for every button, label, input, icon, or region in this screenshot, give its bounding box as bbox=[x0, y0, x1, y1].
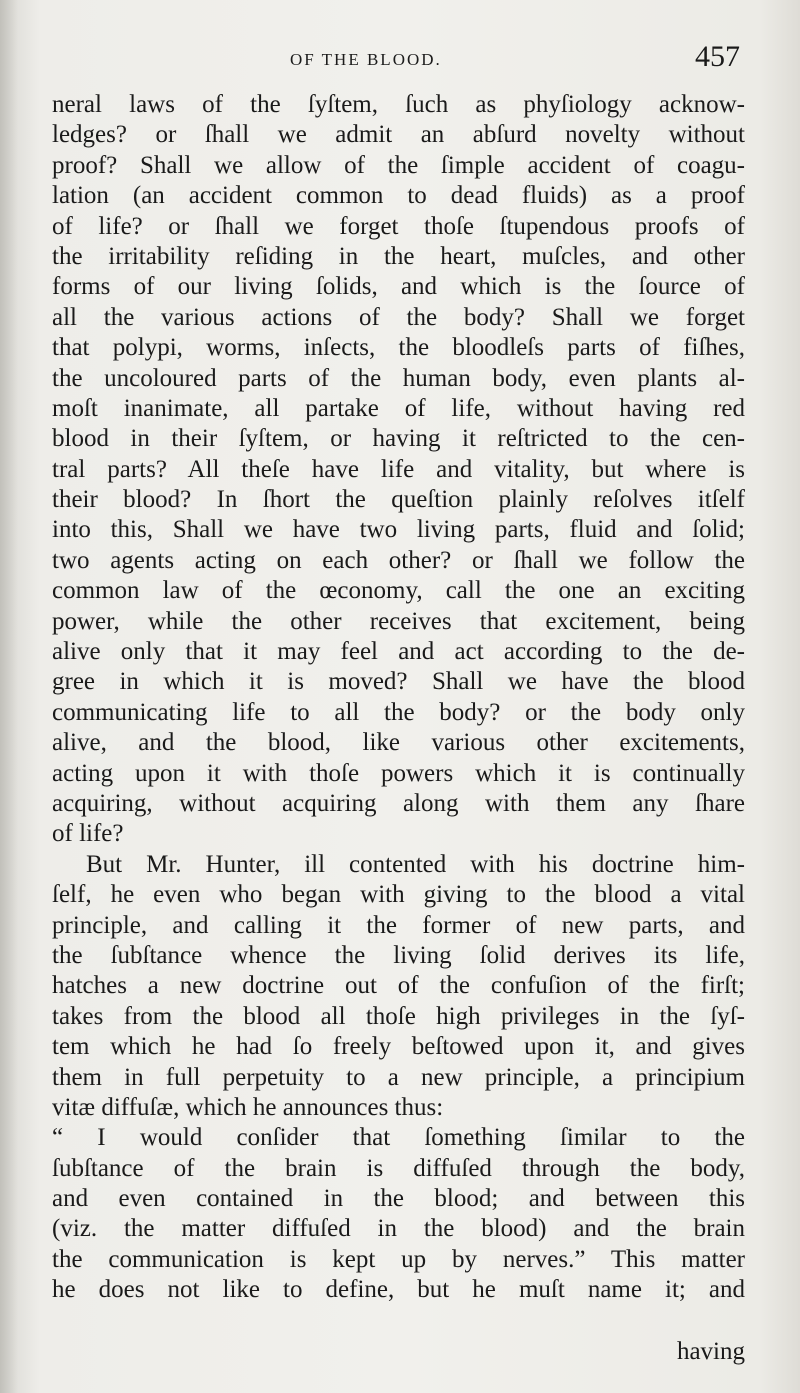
page-header bbox=[52, 40, 744, 80]
text-line: the communication is kept up by nerves.” This matter bbox=[52, 1245, 745, 1273]
text-line: tem which he had ſo freely beſtowed upon it, and gives bbox=[52, 1033, 745, 1061]
text-line: principle, and calling it the former of new parts, and bbox=[52, 911, 745, 939]
paragraph-start-line: But Mr. Hunter, ill contented with his doctrine him- bbox=[86, 850, 745, 878]
text-line: (viz. the matter diffuſed in the blood) and the brain bbox=[52, 1215, 745, 1243]
text-line: ledges? or ſhall we admit an abſurd novelty without bbox=[52, 121, 745, 149]
text-line: that polypi, worms, inſects, the bloodleſs parts of fiſhes, bbox=[52, 334, 745, 362]
paragraph-end-line: vitæ diffuſæ, which he announces thus: bbox=[52, 1093, 444, 1121]
text-line: blood in their ſyſtem, or having it reſtricted to the cen- bbox=[52, 425, 745, 453]
text-line: tral parts? All theſe have life and vitality, but where is bbox=[52, 455, 745, 483]
text-line: and even contained in the blood; and between this bbox=[52, 1185, 745, 1213]
text-line: lation (an accident common to dead fluids) as a proof bbox=[52, 182, 745, 210]
text-line: of life? or ſhall we forget thoſe ſtupendous proofs of bbox=[52, 212, 745, 240]
text-line: proof? Shall we allow of the ſimple accident of coagu- bbox=[52, 151, 745, 179]
text-line: takes from the blood all thoſe high privileges in the ſyſ- bbox=[52, 1002, 745, 1030]
text-line: two agents acting on each other? or ſhall we follow the bbox=[52, 546, 745, 574]
text-line: acquiring, without acquiring along with them any ſhare bbox=[52, 789, 745, 817]
text-line: acting upon it with thoſe powers which it is continually bbox=[52, 759, 745, 787]
catchword: having bbox=[676, 1338, 745, 1365]
text-line: ſubſtance of the brain is diffuſed through the body, bbox=[52, 1154, 745, 1182]
quotation-start-line: “ I would conſider that ſomething ſimilar to the bbox=[52, 1124, 745, 1152]
text-line: power, while the other receives that excitement, being bbox=[52, 607, 745, 635]
gutter-shadow bbox=[0, 0, 18, 1393]
running-head: OF THE BLOOD. bbox=[290, 50, 442, 69]
text-line: alive only that it may feel and act according to the de- bbox=[52, 638, 745, 666]
text-line: moſt inanimate, all partake of life, without having red bbox=[52, 394, 745, 422]
text-line: gree in which it is moved? Shall we have the blood bbox=[52, 668, 745, 696]
text-line: into this, Shall we have two living parts, fluid and ſolid; bbox=[52, 516, 745, 544]
text-line: he does not like to define, but he muſt name it; and bbox=[52, 1276, 745, 1304]
text-line: communicating life to all the body? or the body only bbox=[52, 698, 745, 726]
text-line: ſelf, he even who began with giving to the blood a vital bbox=[52, 881, 745, 909]
text-line: them in full perpetuity to a new principle, a principium bbox=[52, 1063, 745, 1091]
text-line: neral laws of the ſyſtem, ſuch as phyſiology acknow- bbox=[52, 91, 745, 118]
text-line: common law of the œconomy, call the one an exciting bbox=[52, 577, 745, 605]
text-line: the irritability reſiding in the heart, muſcles, and other bbox=[52, 242, 745, 270]
body-text bbox=[52, 90, 745, 1306]
text-line: the uncoloured parts of the human body, even plants al- bbox=[52, 364, 745, 392]
text-line: alive, and the blood, like various other excitements, bbox=[52, 729, 745, 757]
page-number: 457 bbox=[695, 40, 740, 73]
paragraph-end-line: of life? bbox=[52, 820, 124, 848]
text-line: all the various actions of the body? Shall we forget bbox=[52, 303, 745, 331]
text-line: their blood? In ſhort the queſtion plainly reſolves itſelf bbox=[52, 486, 745, 514]
text-line: forms of our living ſolids, and which is the ſource of bbox=[52, 273, 745, 301]
text-line: hatches a new doctrine out of the confuſion of the firſt; bbox=[52, 972, 745, 1000]
text-line: the ſubſtance whence the living ſolid derives its life, bbox=[52, 941, 745, 969]
